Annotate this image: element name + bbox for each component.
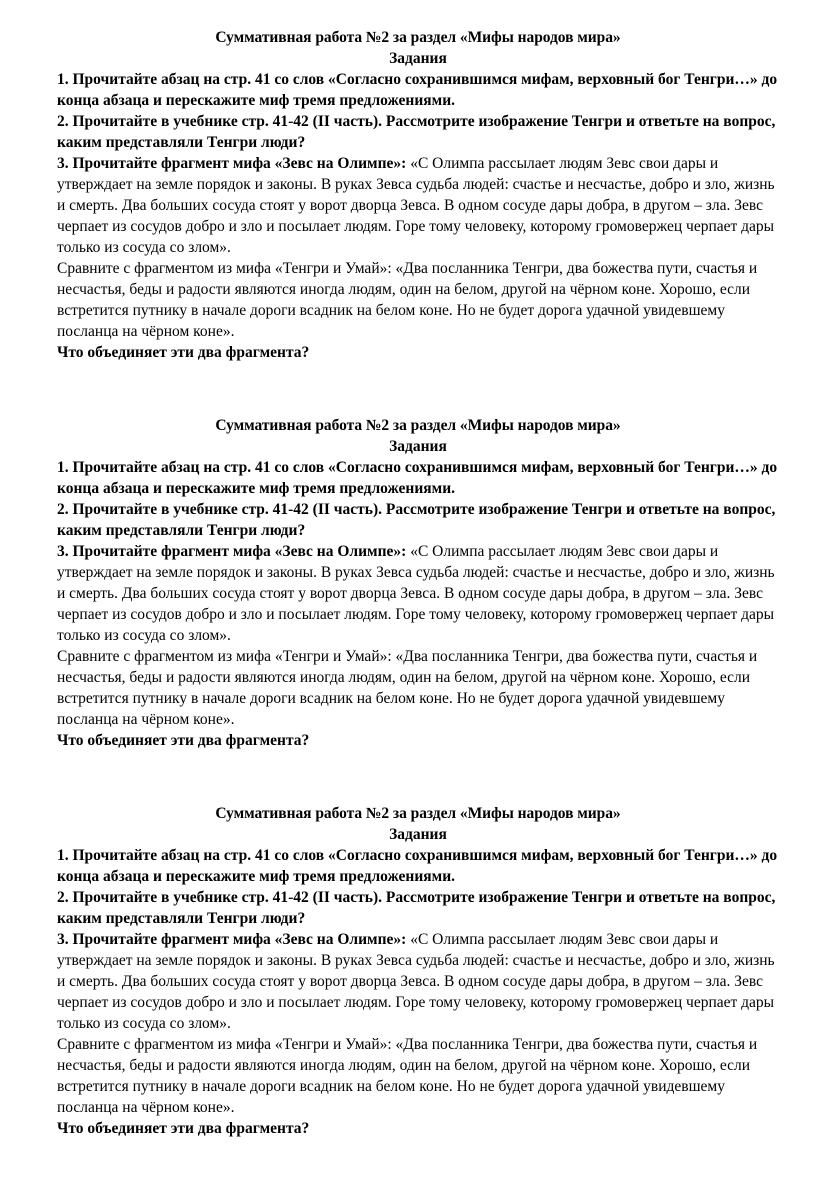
- task-number-2: 2.: [57, 501, 69, 518]
- task-number-2: 2.: [57, 889, 69, 906]
- worksheet-title: Суммативная работа №2 за раздел «Мифы народов мира»: [215, 417, 621, 434]
- task-quote-3: «С Олимпа рассылает людям Зевс свои дары и утверждает на земле порядок и законы. В руках Зевса судьба людей: счастье и несчастье, добро и зло, жизнь и смерть. Два больших сосуда стоят у ворот дворца Зевса. В одном сосуде дары добра, в другом – зла. Зевс черпает из сосудов добро и зло и посылает людям. Горе тому человеку, которому громовержец черпает дары только из сосуда со злом».: [57, 931, 775, 1032]
- worksheet-copy-2: [57, 415, 779, 751]
- task-text-1: Прочитайте абзац на стр. 41 со слов «Согласно сохранившимся мифам, верховный бог Тенгри…» до конца абзаца и перескажите миф тремя предложениями.: [57, 847, 778, 885]
- task-item-3: [57, 929, 779, 1034]
- task-item-1: [57, 457, 779, 499]
- task-text-3: Прочитайте фрагмент мифа «Зевс на Олимпе»:: [72, 155, 407, 172]
- worksheet-subtitle: Задания: [389, 826, 447, 843]
- compare-quote: «Два посланника Тенгри, два божества пути, счастья и несчастья, беды и радости являются иногда людям, один на белом, другой на чёрном коне. Хорошо, если встретится путнику в начале дороги всадник на белом коне. Но не будет дорога удачной увидевшему посланца на чёрном коне».: [57, 260, 758, 340]
- task-item-1: [57, 845, 779, 887]
- task-text-1: Прочитайте абзац на стр. 41 со слов «Согласно сохранившимся мифам, верховный бог Тенгри…» до конца абзаца и перескажите миф тремя предложениями.: [57, 459, 778, 497]
- closing-question: Что объединяет эти два фрагмента?: [57, 344, 310, 361]
- task-number-1: 1.: [57, 847, 69, 864]
- task-number-3: 3.: [57, 543, 69, 560]
- worksheet-copy-3: [57, 803, 779, 1139]
- compare-quote: Два посланника Тенгри, два божества пути, счастья и несчастья, беды и радости являются иногда людям, один на белом, другой на чёрном коне. Хорошо, если встретится путнику в начале дороги всадник на белом коне. Но не будет дорога удачной увидевшему посланца на чёрном коне».: [57, 1036, 758, 1116]
- task-number-3: 3.: [57, 155, 69, 172]
- task-text-2: Прочитайте в учебнике стр. 41-42 (II часть). Рассмотрите изображение Тенгри и ответьте на вопрос, каким представляли Тенгри люди?: [57, 501, 776, 539]
- worksheet-copy-1: [57, 27, 779, 363]
- task-text-3: Прочитайте фрагмент мифа «Зевс на Олимпе»:: [72, 543, 407, 560]
- compare-paragraph: [57, 258, 779, 342]
- worksheet-title: Суммативная работа №2 за раздел «Мифы народов мира»: [215, 805, 621, 822]
- compare-paragraph: [57, 1034, 779, 1118]
- worksheet-subtitle: Задания: [389, 50, 447, 67]
- task-text-3: Прочитайте фрагмент мифа «Зевс на Олимпе»:: [72, 931, 407, 948]
- task-number-1: 1.: [57, 459, 69, 476]
- task-text-1: Прочитайте абзац на стр. 41 со слов «Согласно сохранившимся мифам, верховный бог Тенгри…» до конца абзаца и перескажите миф тремя предложениями.: [57, 71, 778, 109]
- task-item-2: [57, 887, 779, 929]
- task-item-3: [57, 153, 779, 258]
- compare-quote: «Два посланника Тенгри, два божества пути, счастья и несчастья, беды и радости являются иногда людям, один на белом, другой на чёрном коне. Хорошо, если встретится путнику в начале дороги всадник на белом коне. Но не будет дорога удачной увидевшему посланца на чёрном коне».: [57, 648, 758, 728]
- task-item-2: [57, 499, 779, 541]
- task-number-1: 1.: [57, 71, 69, 88]
- task-quote-3: «С Олимпа рассылает людям Зевс свои дары и утверждает на земле порядок и законы. В руках Зевса судьба людей: счастье и несчастье, добро и зло, жизнь и смерть. Два больших сосуда стоят у ворот дворца Зевса. В одном сосуде дары добра, в другом – зла. Зевс черпает из сосудов добро и зло и посылает людям. Горе тому человеку, которому громовержец черпает дары только из сосуда со злом».: [57, 155, 775, 256]
- task-text-2: Прочитайте в учебнике стр. 41-42 (II часть). Рассмотрите изображение Тенгри и ответьте на вопрос, каким представляли Тенгри люди?: [57, 113, 776, 151]
- closing-question: Что объединяет эти два фрагмента?: [57, 732, 310, 749]
- task-number-2: 2.: [57, 113, 69, 130]
- compare-label: Сравните с фрагментом из мифа «Тенгри и Умай»: «: [57, 1036, 404, 1053]
- worksheet-title: Суммативная работа №2 за раздел «Мифы народов мира»: [215, 29, 621, 46]
- task-item-2: [57, 111, 779, 153]
- task-text-2: Прочитайте в учебнике стр. 41-42 (II часть). Рассмотрите изображение Тенгри и ответьте на вопрос, каким представляли Тенгри люди?: [57, 889, 776, 927]
- task-number-3: 3.: [57, 931, 69, 948]
- compare-paragraph: [57, 646, 779, 730]
- closing-question: Что объединяет эти два фрагмента?: [57, 1120, 310, 1137]
- worksheet-subtitle: Задания: [389, 438, 447, 455]
- task-item-3: [57, 541, 779, 646]
- task-item-1: [57, 69, 779, 111]
- task-quote-3: «С Олимпа рассылает людям Зевс свои дары и утверждает на земле порядок и законы. В руках Зевса судьба людей: счастье и несчастье, добро и зло, жизнь и смерть. Два больших сосуда стоят у ворот дворца Зевса. В одном сосуде дары добра, в другом – зла. Зевс черпает из сосудов добро и зло и посылает людям. Горе тому человеку, которому громовержец черпает дары только из сосуда со злом».: [57, 543, 775, 644]
- compare-label: Сравните с фрагментом из мифа «Тенгри и Умай»:: [57, 648, 392, 665]
- document-page: [0, 27, 827, 1197]
- compare-label: Сравните с фрагментом из мифа «Тенгри и Умай»:: [57, 260, 392, 277]
